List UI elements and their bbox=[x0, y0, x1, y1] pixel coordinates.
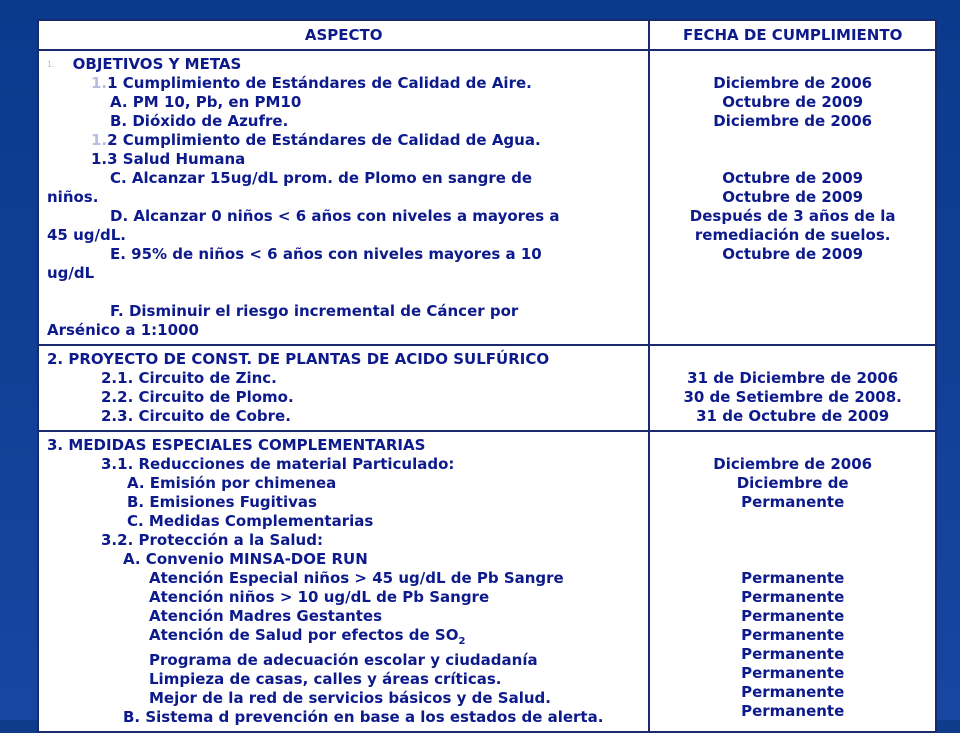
row1-title-line bbox=[47, 55, 640, 74]
row3-line4: C. Medidas Complementarias bbox=[127, 512, 374, 530]
row1-date6: Después de 3 años de la bbox=[689, 207, 896, 225]
row1-title: OBJETIVOS Y METAS bbox=[72, 55, 242, 73]
row3-title: 3. MEDIDAS ESPECIALES COMPLEMENTARIAS bbox=[47, 436, 426, 454]
row3-perm6: Permanente bbox=[741, 664, 845, 682]
row2-aspecto-cell bbox=[38, 345, 649, 431]
row1-aspecto-cell bbox=[38, 50, 649, 345]
row1-date2: Octubre de 2009 bbox=[722, 93, 864, 111]
header-fecha: FECHA DE CUMPLIMIENTO bbox=[649, 20, 936, 50]
row1-line4-text: 2 Cumplimiento de Estándares de Calidad de Agua. bbox=[107, 131, 541, 149]
row1-line9a: F. Disminuir el riesgo incremental de Cáncer por bbox=[110, 302, 519, 320]
row3-perm1: Permanente bbox=[741, 569, 845, 587]
row3-line10-sub: 2 bbox=[458, 636, 466, 647]
row2-title: 2. PROYECTO DE CONST. DE PLANTAS DE ACIDO SULFÚRICO bbox=[47, 350, 550, 368]
table-header-row bbox=[38, 20, 936, 50]
header-aspecto: ASPECTO bbox=[38, 20, 649, 50]
row3-line10-text: Atención de Salud por efectos de SO bbox=[149, 626, 459, 644]
row1-date7: remediación de suelos. bbox=[694, 226, 891, 244]
row3-line14: B. Sistema d prevención en base a los estados de alerta. bbox=[123, 708, 604, 726]
row1-line1 bbox=[47, 74, 640, 93]
row1-line8a: E. 95% de niños < 6 años con niveles mayores a 10 bbox=[110, 245, 542, 263]
row1-fecha-cell bbox=[649, 50, 936, 345]
row3-perm3: Permanente bbox=[741, 607, 845, 625]
row2-line3: 2.3. Circuito de Cobre. bbox=[101, 407, 291, 425]
row3-date3: Permanente bbox=[741, 493, 845, 511]
row3-line7: Atención Especial niños > 45 ug/dL de Pb Sangre bbox=[149, 569, 564, 587]
row1-date8: Octubre de 2009 bbox=[722, 245, 864, 263]
row3-line6: A. Convenio MINSA-DOE RUN bbox=[123, 550, 368, 568]
row3-line11: Programa de adecuación escolar y ciudadanía bbox=[149, 651, 538, 669]
compliance-table bbox=[37, 19, 937, 733]
table-row bbox=[38, 431, 936, 732]
row3-perm7: Permanente bbox=[741, 683, 845, 701]
row3-fecha-cell bbox=[649, 431, 936, 732]
row3-line12: Limpieza de casas, calles y áreas críticas. bbox=[149, 670, 502, 688]
table-row bbox=[38, 345, 936, 431]
row1-line7b: 45 ug/dL. bbox=[47, 226, 126, 244]
row1-line7a: D. Alcanzar 0 niños < 6 años con niveles a mayores a bbox=[110, 207, 560, 225]
row1-line4-num: 1. bbox=[91, 131, 108, 149]
row3-line3: B. Emisiones Fugitivas bbox=[127, 493, 317, 511]
row3-line8: Atención niños > 10 ug/dL de Pb Sangre bbox=[149, 588, 490, 606]
row2-date2: 30 de Setiembre de 2008. bbox=[683, 388, 902, 406]
row3-perm2: Permanente bbox=[741, 588, 845, 606]
row1-date4: Octubre de 2009 bbox=[722, 169, 864, 187]
row1-line9b: Arsénico a 1:1000 bbox=[47, 321, 199, 339]
row2-date3: 31 de Octubre de 2009 bbox=[696, 407, 890, 425]
row1-line8b: ug/dL bbox=[47, 264, 95, 282]
row1-line6b: niños. bbox=[47, 188, 99, 206]
row1-line1-num: 1. bbox=[91, 74, 108, 92]
row3-line1: 3.1. Reducciones de material Particulado: bbox=[101, 455, 455, 473]
row2-fecha-cell bbox=[649, 345, 936, 431]
row3-line13: Mejor de la red de servicios básicos y de Salud. bbox=[149, 689, 551, 707]
row1-line5: 1.3 Salud Humana bbox=[91, 150, 246, 168]
row2-date1: 31 de Diciembre de 2006 bbox=[687, 369, 899, 387]
row3-date1: Diciembre de 2006 bbox=[713, 455, 873, 473]
row1-line2: A. PM 10, Pb, en PM10 bbox=[110, 93, 302, 111]
row1-date5: Octubre de 2009 bbox=[722, 188, 864, 206]
row3-perm4: Permanente bbox=[741, 626, 845, 644]
row3-date2: Diciembre de bbox=[736, 474, 849, 492]
row1-line3: B. Dióxido de Azufre. bbox=[110, 112, 289, 130]
row1-date1: Diciembre de 2006 bbox=[713, 74, 873, 92]
row1-date3: Diciembre de 2006 bbox=[713, 112, 873, 130]
row3-line5: 3.2. Protección a la Salud: bbox=[101, 531, 323, 549]
row3-line10 bbox=[47, 626, 640, 651]
row3-line9: Atención Madres Gestantes bbox=[149, 607, 383, 625]
row2-line2: 2.2. Circuito de Plomo. bbox=[101, 388, 294, 406]
row3-perm5: Permanente bbox=[741, 645, 845, 663]
row2-line1: 2.1. Circuito de Zinc. bbox=[101, 369, 277, 387]
row3-perm8: Permanente bbox=[741, 702, 845, 720]
row3-aspecto-cell bbox=[38, 431, 649, 732]
row3-line2: A. Emisión por chimenea bbox=[127, 474, 337, 492]
row1-line6a: C. Alcanzar 15ug/dL prom. de Plomo en sangre de bbox=[110, 169, 533, 187]
row1-line4 bbox=[47, 131, 640, 150]
table-row bbox=[38, 50, 936, 345]
row1-bullet: 1. bbox=[47, 60, 55, 69]
row1-line1-text: 1 Cumplimiento de Estándares de Calidad de Aire. bbox=[107, 74, 532, 92]
